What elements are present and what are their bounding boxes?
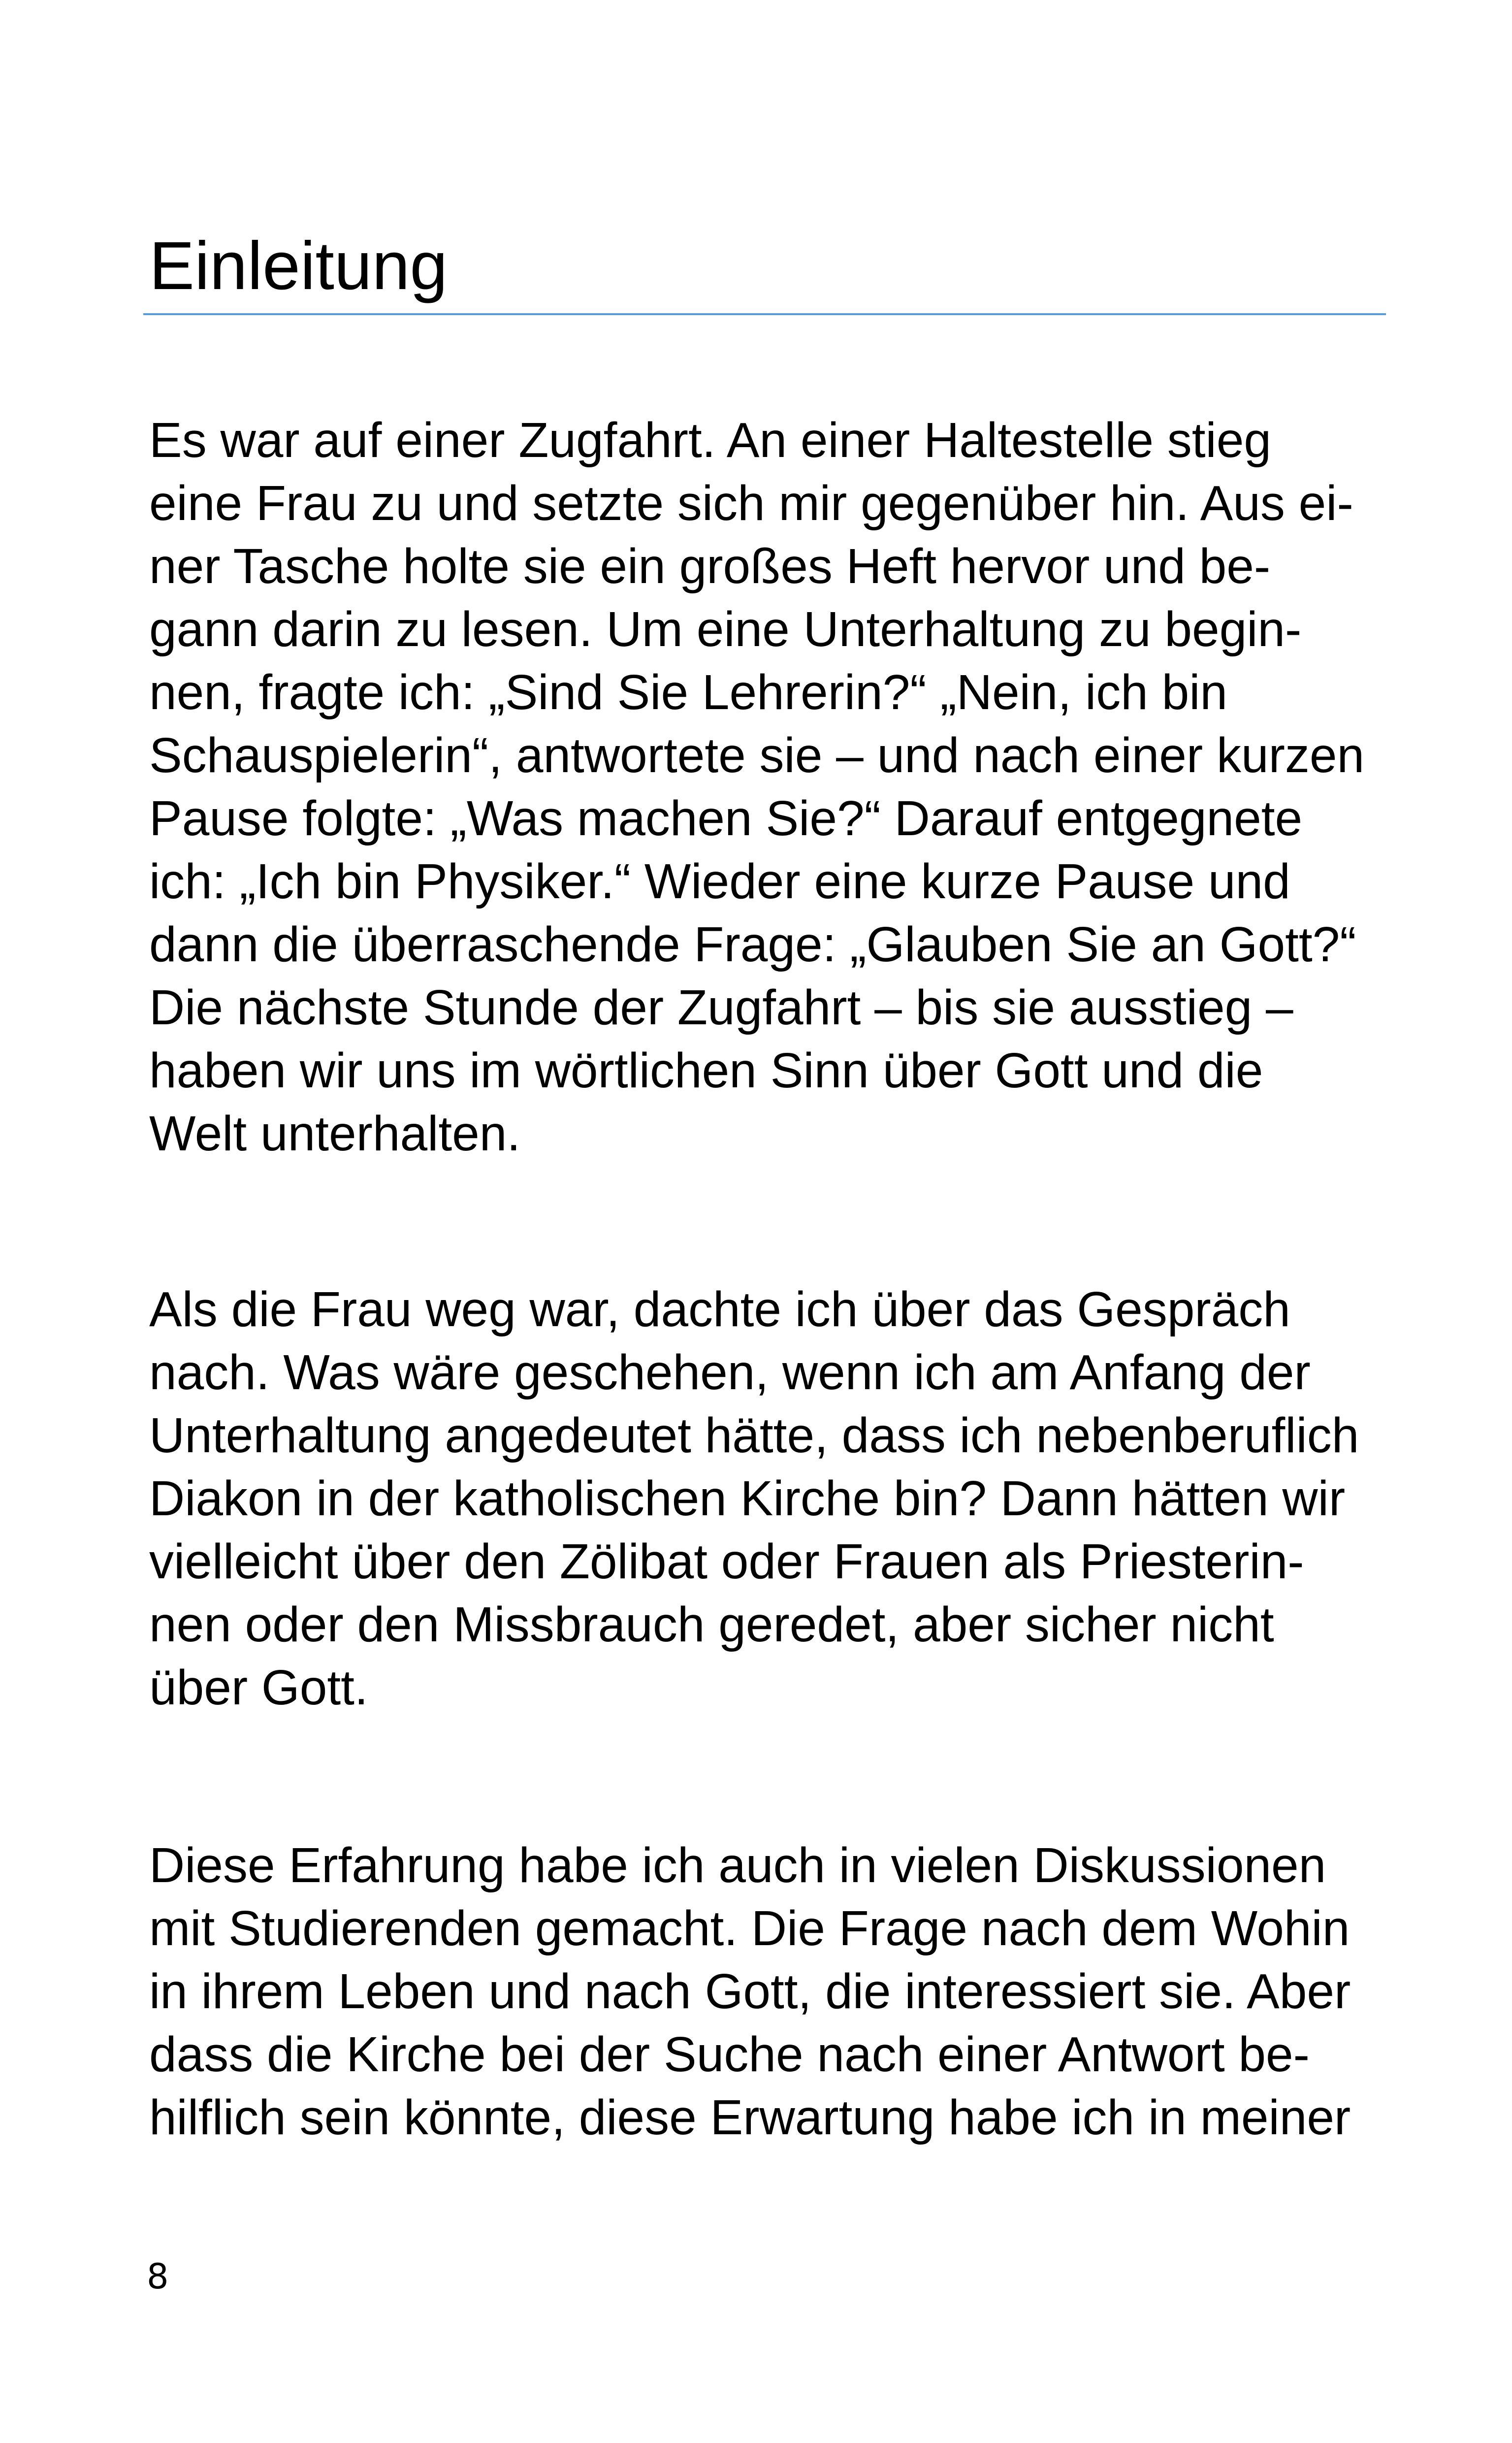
paragraph-2 bbox=[149, 1278, 1410, 1719]
page-number: 8 bbox=[147, 2256, 169, 2297]
text-line: nen oder den Missbrauch geredet, aber sicher nicht bbox=[149, 1597, 1274, 1652]
text-line: Es war auf einer Zugfahrt. An einer Haltestelle stieg bbox=[149, 413, 1271, 468]
text-line: Als die Frau weg war, dachte ich über das Gespräch bbox=[149, 1282, 1290, 1337]
text-line: dann die überraschende Frage: „Glauben Sie an Gott?“ bbox=[149, 917, 1356, 972]
text-line: über Gott. bbox=[149, 1660, 368, 1715]
text-line: ner Tasche holte sie ein großes Heft hervor und be- bbox=[149, 539, 1271, 594]
paragraph-3 bbox=[149, 1834, 1410, 2149]
paragraph-1 bbox=[149, 409, 1410, 1165]
text-line: Diakon in der katholischen Kirche bin? Dann hätten wir bbox=[149, 1471, 1346, 1526]
text-line: gann darin zu lesen. Um eine Unterhaltung zu begin- bbox=[149, 602, 1302, 657]
text-line: vielleicht über den Zölibat oder Frauen als Priesterin- bbox=[149, 1534, 1304, 1589]
text-line: Unterhaltung angedeutet hätte, dass ich nebenberuflich bbox=[149, 1408, 1359, 1463]
text-line: Schauspielerin“, antwortete sie – und nach einer kurzen bbox=[149, 728, 1365, 783]
text-line: Welt unterhalten. bbox=[149, 1106, 521, 1161]
text-line: Diese Erfahrung habe ich auch in vielen Diskussionen bbox=[149, 1838, 1326, 1893]
text-line: Pause folgte: „Was machen Sie?“ Darauf entgegnete bbox=[149, 791, 1303, 846]
text-line: nach. Was wäre geschehen, wenn ich am Anfang der bbox=[149, 1345, 1311, 1400]
text-line: in ihrem Leben und nach Gott, die interessiert sie. Aber bbox=[149, 1964, 1351, 2019]
text-line: dass die Kirche bei der Suche nach einer Antwort be- bbox=[149, 2027, 1310, 2082]
text-line: mit Studierenden gemacht. Die Frage nach dem Wohin bbox=[149, 1901, 1350, 1956]
text-line: nen, fragte ich: „Sind Sie Lehrerin?“ „Nein, ich bin bbox=[149, 665, 1228, 720]
text-line: ich: „Ich bin Physiker.“ Wieder eine kurze Pause und bbox=[149, 854, 1290, 909]
heading-underline bbox=[143, 313, 1386, 315]
text-line: hilflich sein könnte, diese Erwartung habe ich in meiner bbox=[149, 2090, 1351, 2145]
text-line: Die nächste Stunde der Zugfahrt – bis sie ausstieg – bbox=[149, 980, 1293, 1035]
text-line: haben wir uns im wörtlichen Sinn über Gott und die bbox=[149, 1043, 1263, 1098]
text-line: eine Frau zu und setzte sich mir gegenüber hin. Aus ei- bbox=[149, 476, 1353, 531]
chapter-heading: Einleitung bbox=[149, 228, 448, 304]
